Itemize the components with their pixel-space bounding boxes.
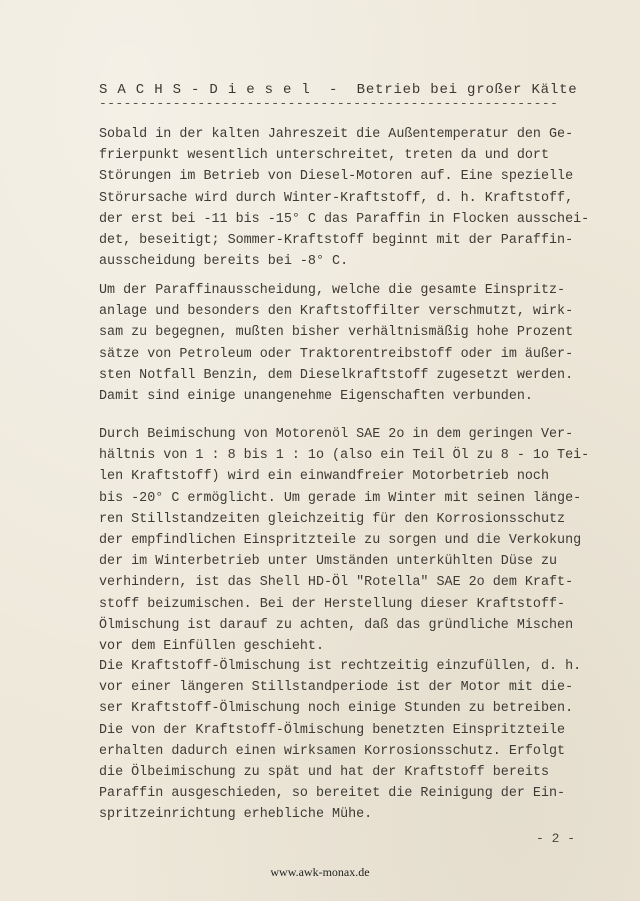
paragraph-3: Durch Beimischung von Motorenöl SAE 2o in dem geringen Ver- hältnis von 1 : 8 bis 1 : 1o (also ein Teil Öl zu 8 - 1o Tei- len Kraftstoff) wird ein einwandfreier Motorbetrieb noch bis -20° C ermöglicht. Um gerade im Winter mit seinen länge- ren Stillstandzeiten gleichzeitig für den Korrosionsschutz der empfindlichen Einspritzteile zu sorgen und die Verkokung der im Winterbetrieb unter Umständen unterkühlten Düse zu verhindern, ist das Shell HD-Öl "Rotella" SAE 2o dem Kraft- stoff beizumischen. Bei der Herstellung dieser Kraftstoff- Ölmischung ist darauf zu achten, daß das gründliche Mischen vor dem Einfüllen geschieht. bbox=[99, 427, 590, 655]
heading-underline: -------------------------------------------------------- bbox=[99, 96, 559, 111]
website-watermark: www.awk-monax.de bbox=[270, 865, 370, 879]
page-number: - 2 - bbox=[536, 831, 576, 846]
paragraph-4: Die Kraftstoff-Ölmischung ist rechtzeitig einzufüllen, d. h. vor einer längeren Stillstandperiode ist der Motor mit die- ser Kraftstoff-Ölmischung noch einige Stunden zu betreiben. Die von der Kraftstoff-Ölmischung benetzten Einspritzteile erhalten dadurch einen wirksamen Korrosionsschutz. Erfolgt die Ölbeimischung zu spät und hat der Kraftstoff bereits Paraffin ausgeschieden, so bereitet die Reinigung der Ein- spritzeinrichtung erhebliche Mühe. bbox=[99, 659, 582, 823]
document-heading: S A C H S - D i e s e l - Betrieb bei großer Kälte bbox=[99, 82, 578, 98]
paragraph-2: Um der Paraffinausscheidung, welche die gesamte Einspritz- anlage und besonders den Kraftstoffilter verschmutzt, wirk- sam zu begegnen, mußten bisher verhältnismäßig hohe Prozent sätze von Petroleum oder Traktorentreibstoff oder im äußer- sten Notfall Benzin, dem Dieselkraftstoff zugesetzt werden. Damit sind einige unangenehme Eigenschaften verbunden. bbox=[99, 283, 574, 405]
paragraph-1: Sobald in der kalten Jahreszeit die Außentemperatur den Ge- frierpunkt wesentlich unterschreitet, treten da und dort Störungen im Betrieb von Diesel-Motoren auf. Eine spezielle Störursache wird durch Winter-Kraftstoff, d. h. Kraftstoff, der erst bei -11 bis -15° C das Paraffin in Flocken ausschei- det, beseitigt; Sommer-Kraftstoff beginnt mit der Paraffin- ausscheidung bereits bei -8° C. bbox=[99, 127, 590, 270]
